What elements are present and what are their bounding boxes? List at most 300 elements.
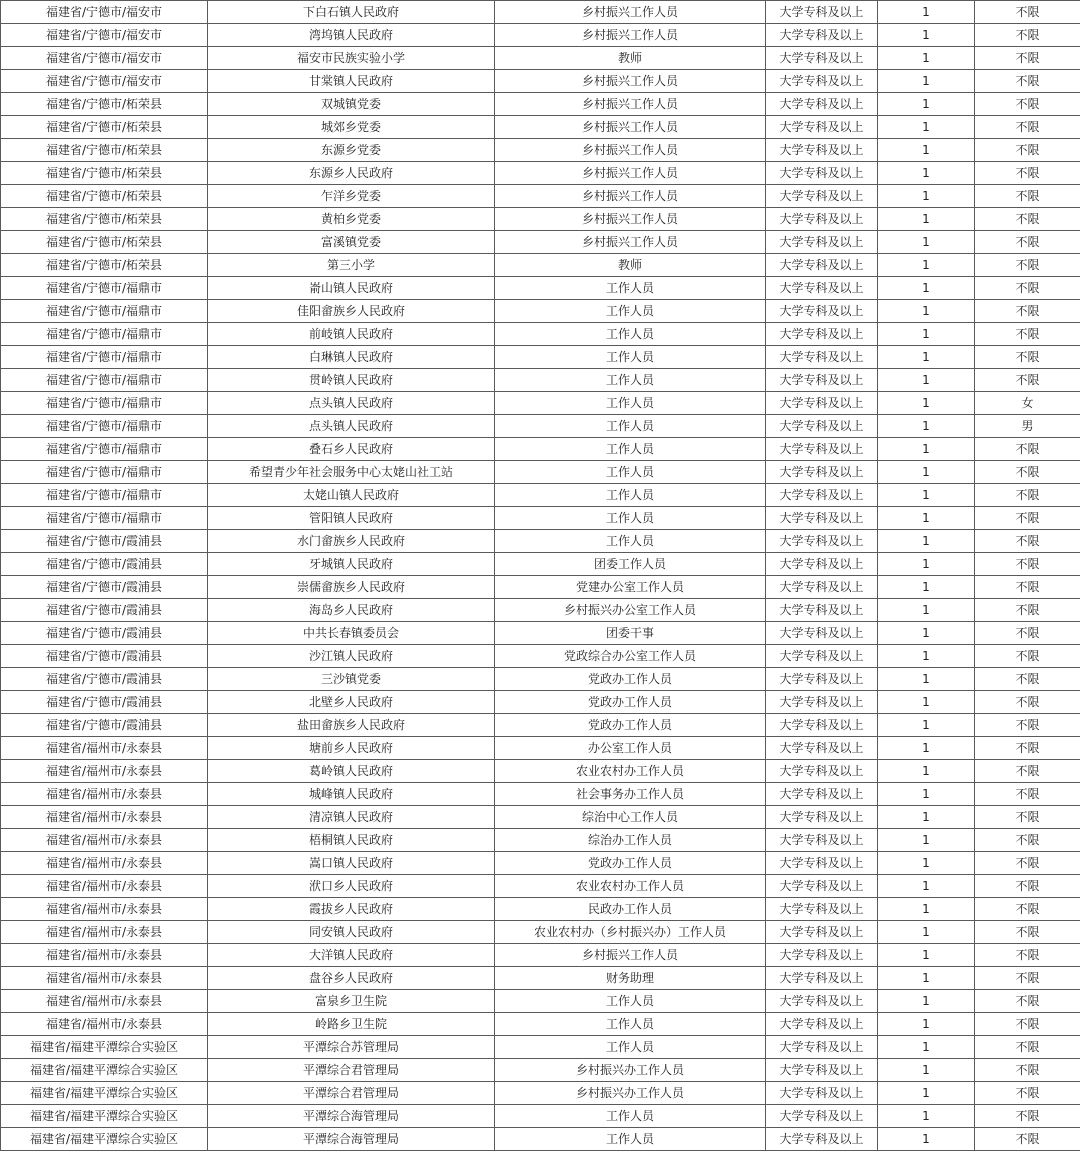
unit-cell: 湾坞镇人民政府 xyxy=(208,24,495,47)
count-cell: 1 xyxy=(878,530,975,553)
count-cell: 1 xyxy=(878,93,975,116)
location-cell: 福建省/宁德市/福鼎市 xyxy=(1,461,208,484)
education-cell: 大学专科及以上 xyxy=(766,898,878,921)
table-row xyxy=(1,806,1080,829)
table-row xyxy=(1,944,1080,967)
count-cell: 1 xyxy=(878,231,975,254)
position-cell: 综治办工作人员 xyxy=(495,829,766,852)
position-cell: 党政办工作人员 xyxy=(495,691,766,714)
location-cell: 福建省/宁德市/霞浦县 xyxy=(1,576,208,599)
education-cell: 大学专科及以上 xyxy=(766,484,878,507)
table-row xyxy=(1,691,1080,714)
education-cell: 大学专科及以上 xyxy=(766,323,878,346)
education-cell: 大学专科及以上 xyxy=(766,852,878,875)
table-row xyxy=(1,898,1080,921)
position-cell: 工作人员 xyxy=(495,990,766,1013)
location-cell: 福建省/宁德市/柘荣县 xyxy=(1,162,208,185)
education-cell: 大学专科及以上 xyxy=(766,392,878,415)
table-row xyxy=(1,507,1080,530)
education-cell: 大学专科及以上 xyxy=(766,921,878,944)
gender-cell: 不限 xyxy=(975,714,1080,737)
count-cell: 1 xyxy=(878,691,975,714)
unit-cell: 清凉镇人民政府 xyxy=(208,806,495,829)
education-cell: 大学专科及以上 xyxy=(766,576,878,599)
table-row xyxy=(1,990,1080,1013)
gender-cell: 不限 xyxy=(975,622,1080,645)
gender-cell: 不限 xyxy=(975,507,1080,530)
unit-cell: 平潭综合苏管理局 xyxy=(208,1036,495,1059)
gender-cell: 不限 xyxy=(975,668,1080,691)
location-cell: 福建省/宁德市/福安市 xyxy=(1,47,208,70)
location-cell: 福建省/宁德市/柘荣县 xyxy=(1,231,208,254)
gender-cell: 男 xyxy=(975,415,1080,438)
gender-cell: 不限 xyxy=(975,24,1080,47)
unit-cell: 崇儒畲族乡人民政府 xyxy=(208,576,495,599)
count-cell: 1 xyxy=(878,760,975,783)
location-cell: 福建省/宁德市/福鼎市 xyxy=(1,277,208,300)
location-cell: 福建省/宁德市/福鼎市 xyxy=(1,392,208,415)
table-row xyxy=(1,300,1080,323)
gender-cell: 不限 xyxy=(975,967,1080,990)
gender-cell: 不限 xyxy=(975,944,1080,967)
count-cell: 1 xyxy=(878,875,975,898)
count-cell: 1 xyxy=(878,622,975,645)
gender-cell: 不限 xyxy=(975,829,1080,852)
unit-cell: 嵛山镇人民政府 xyxy=(208,277,495,300)
table-row xyxy=(1,208,1080,231)
gender-cell: 不限 xyxy=(975,599,1080,622)
gender-cell: 不限 xyxy=(975,806,1080,829)
position-cell: 乡村振兴办公室工作人员 xyxy=(495,599,766,622)
unit-cell: 东源乡党委 xyxy=(208,139,495,162)
location-cell: 福建省/福州市/永泰县 xyxy=(1,875,208,898)
position-cell: 工作人员 xyxy=(495,507,766,530)
education-cell: 大学专科及以上 xyxy=(766,162,878,185)
gender-cell: 不限 xyxy=(975,645,1080,668)
count-cell: 1 xyxy=(878,1128,975,1151)
education-cell: 大学专科及以上 xyxy=(766,346,878,369)
position-cell: 乡村振兴工作人员 xyxy=(495,70,766,93)
position-cell: 工作人员 xyxy=(495,369,766,392)
position-cell: 党政综合办公室工作人员 xyxy=(495,645,766,668)
table-row xyxy=(1,162,1080,185)
education-cell: 大学专科及以上 xyxy=(766,1036,878,1059)
count-cell: 1 xyxy=(878,277,975,300)
unit-cell: 管阳镇人民政府 xyxy=(208,507,495,530)
position-cell: 办公室工作人员 xyxy=(495,737,766,760)
unit-cell: 福安市民族实验小学 xyxy=(208,47,495,70)
location-cell: 福建省/宁德市/霞浦县 xyxy=(1,553,208,576)
table-row xyxy=(1,392,1080,415)
gender-cell: 不限 xyxy=(975,921,1080,944)
education-cell: 大学专科及以上 xyxy=(766,47,878,70)
gender-cell: 不限 xyxy=(975,1059,1080,1082)
gender-cell: 不限 xyxy=(975,346,1080,369)
unit-cell: 城郊乡党委 xyxy=(208,116,495,139)
education-cell: 大学专科及以上 xyxy=(766,760,878,783)
unit-cell: 平潭综合海管理局 xyxy=(208,1105,495,1128)
table-row xyxy=(1,576,1080,599)
gender-cell: 不限 xyxy=(975,70,1080,93)
location-cell: 福建省/宁德市/霞浦县 xyxy=(1,622,208,645)
location-cell: 福建省/福建平潭综合实验区 xyxy=(1,1036,208,1059)
education-cell: 大学专科及以上 xyxy=(766,737,878,760)
gender-cell: 不限 xyxy=(975,760,1080,783)
location-cell: 福建省/宁德市/柘荣县 xyxy=(1,185,208,208)
position-cell: 教师 xyxy=(495,254,766,277)
location-cell: 福建省/宁德市/柘荣县 xyxy=(1,116,208,139)
table-row xyxy=(1,484,1080,507)
table-row xyxy=(1,346,1080,369)
count-cell: 1 xyxy=(878,254,975,277)
position-cell: 社会事务办工作人员 xyxy=(495,783,766,806)
education-cell: 大学专科及以上 xyxy=(766,1013,878,1036)
education-cell: 大学专科及以上 xyxy=(766,139,878,162)
position-cell: 乡村振兴工作人员 xyxy=(495,944,766,967)
position-cell: 乡村振兴工作人员 xyxy=(495,139,766,162)
gender-cell: 不限 xyxy=(975,277,1080,300)
table-row xyxy=(1,139,1080,162)
position-cell: 团委干事 xyxy=(495,622,766,645)
gender-cell: 不限 xyxy=(975,576,1080,599)
location-cell: 福建省/宁德市/福鼎市 xyxy=(1,415,208,438)
location-cell: 福建省/福州市/永泰县 xyxy=(1,829,208,852)
unit-cell: 平潭综合海管理局 xyxy=(208,1128,495,1151)
location-cell: 福建省/宁德市/福鼎市 xyxy=(1,346,208,369)
education-cell: 大学专科及以上 xyxy=(766,806,878,829)
position-cell: 乡村振兴工作人员 xyxy=(495,208,766,231)
unit-cell: 佳阳畲族乡人民政府 xyxy=(208,300,495,323)
count-cell: 1 xyxy=(878,1105,975,1128)
count-cell: 1 xyxy=(878,944,975,967)
location-cell: 福建省/宁德市/福鼎市 xyxy=(1,484,208,507)
position-cell: 工作人员 xyxy=(495,1013,766,1036)
unit-cell: 盘谷乡人民政府 xyxy=(208,967,495,990)
position-cell: 财务助理 xyxy=(495,967,766,990)
table-row xyxy=(1,1036,1080,1059)
position-cell: 党政办工作人员 xyxy=(495,668,766,691)
location-cell: 福建省/福州市/永泰县 xyxy=(1,898,208,921)
location-cell: 福建省/宁德市/福安市 xyxy=(1,1,208,24)
unit-cell: 东源乡人民政府 xyxy=(208,162,495,185)
education-cell: 大学专科及以上 xyxy=(766,645,878,668)
education-cell: 大学专科及以上 xyxy=(766,714,878,737)
position-cell: 乡村振兴工作人员 xyxy=(495,162,766,185)
count-cell: 1 xyxy=(878,300,975,323)
gender-cell: 不限 xyxy=(975,93,1080,116)
count-cell: 1 xyxy=(878,553,975,576)
location-cell: 福建省/宁德市/霞浦县 xyxy=(1,668,208,691)
education-cell: 大学专科及以上 xyxy=(766,93,878,116)
position-cell: 乡村振兴工作人员 xyxy=(495,185,766,208)
position-cell: 工作人员 xyxy=(495,484,766,507)
position-cell: 乡村振兴工作人员 xyxy=(495,231,766,254)
unit-cell: 三沙镇党委 xyxy=(208,668,495,691)
unit-cell: 水门畲族乡人民政府 xyxy=(208,530,495,553)
location-cell: 福建省/宁德市/柘荣县 xyxy=(1,254,208,277)
education-cell: 大学专科及以上 xyxy=(766,875,878,898)
education-cell: 大学专科及以上 xyxy=(766,1128,878,1151)
position-cell: 工作人员 xyxy=(495,323,766,346)
education-cell: 大学专科及以上 xyxy=(766,622,878,645)
count-cell: 1 xyxy=(878,438,975,461)
unit-cell: 塘前乡人民政府 xyxy=(208,737,495,760)
count-cell: 1 xyxy=(878,208,975,231)
table-row xyxy=(1,93,1080,116)
location-cell: 福建省/福州市/永泰县 xyxy=(1,990,208,1013)
position-cell: 乡村振兴工作人员 xyxy=(495,116,766,139)
unit-cell: 乍洋乡党委 xyxy=(208,185,495,208)
gender-cell: 不限 xyxy=(975,1013,1080,1036)
unit-cell: 富溪镇党委 xyxy=(208,231,495,254)
location-cell: 福建省/宁德市/霞浦县 xyxy=(1,714,208,737)
education-cell: 大学专科及以上 xyxy=(766,277,878,300)
table-row xyxy=(1,116,1080,139)
table-row xyxy=(1,1128,1080,1151)
table-row xyxy=(1,760,1080,783)
count-cell: 1 xyxy=(878,852,975,875)
unit-cell: 同安镇人民政府 xyxy=(208,921,495,944)
count-cell: 1 xyxy=(878,116,975,139)
location-cell: 福建省/宁德市/福鼎市 xyxy=(1,369,208,392)
count-cell: 1 xyxy=(878,806,975,829)
gender-cell: 不限 xyxy=(975,783,1080,806)
table-row xyxy=(1,24,1080,47)
table-row xyxy=(1,47,1080,70)
location-cell: 福建省/宁德市/福鼎市 xyxy=(1,438,208,461)
gender-cell: 不限 xyxy=(975,737,1080,760)
gender-cell: 不限 xyxy=(975,300,1080,323)
education-cell: 大学专科及以上 xyxy=(766,415,878,438)
education-cell: 大学专科及以上 xyxy=(766,691,878,714)
position-cell: 乡村振兴工作人员 xyxy=(495,1,766,24)
count-cell: 1 xyxy=(878,369,975,392)
table-body xyxy=(1,1,1080,1151)
education-cell: 大学专科及以上 xyxy=(766,1,878,24)
location-cell: 福建省/宁德市/柘荣县 xyxy=(1,93,208,116)
count-cell: 1 xyxy=(878,24,975,47)
table-row xyxy=(1,875,1080,898)
gender-cell: 不限 xyxy=(975,369,1080,392)
table-row xyxy=(1,369,1080,392)
gender-cell: 不限 xyxy=(975,990,1080,1013)
gender-cell: 不限 xyxy=(975,553,1080,576)
unit-cell: 平潭综合君管理局 xyxy=(208,1082,495,1105)
count-cell: 1 xyxy=(878,461,975,484)
location-cell: 福建省/宁德市/柘荣县 xyxy=(1,208,208,231)
count-cell: 1 xyxy=(878,599,975,622)
gender-cell: 不限 xyxy=(975,484,1080,507)
table-row xyxy=(1,185,1080,208)
count-cell: 1 xyxy=(878,507,975,530)
position-cell: 教师 xyxy=(495,47,766,70)
education-cell: 大学专科及以上 xyxy=(766,1059,878,1082)
gender-cell: 不限 xyxy=(975,530,1080,553)
location-cell: 福建省/宁德市/福鼎市 xyxy=(1,507,208,530)
location-cell: 福建省/宁德市/柘荣县 xyxy=(1,139,208,162)
location-cell: 福建省/福建平潭综合实验区 xyxy=(1,1128,208,1151)
table-row xyxy=(1,553,1080,576)
unit-cell: 点头镇人民政府 xyxy=(208,415,495,438)
education-cell: 大学专科及以上 xyxy=(766,507,878,530)
position-cell: 乡村振兴工作人员 xyxy=(495,93,766,116)
position-cell: 工作人员 xyxy=(495,530,766,553)
position-cell: 工作人员 xyxy=(495,1128,766,1151)
position-cell: 工作人员 xyxy=(495,300,766,323)
count-cell: 1 xyxy=(878,668,975,691)
education-cell: 大学专科及以上 xyxy=(766,1105,878,1128)
count-cell: 1 xyxy=(878,70,975,93)
count-cell: 1 xyxy=(878,645,975,668)
gender-cell: 不限 xyxy=(975,47,1080,70)
education-cell: 大学专科及以上 xyxy=(766,829,878,852)
gender-cell: 不限 xyxy=(975,1128,1080,1151)
count-cell: 1 xyxy=(878,162,975,185)
unit-cell: 梧桐镇人民政府 xyxy=(208,829,495,852)
unit-cell: 葛岭镇人民政府 xyxy=(208,760,495,783)
education-cell: 大学专科及以上 xyxy=(766,254,878,277)
gender-cell: 不限 xyxy=(975,116,1080,139)
unit-cell: 太姥山镇人民政府 xyxy=(208,484,495,507)
unit-cell: 嵩口镇人民政府 xyxy=(208,852,495,875)
location-cell: 福建省/福州市/永泰县 xyxy=(1,852,208,875)
table-row xyxy=(1,921,1080,944)
table-row xyxy=(1,852,1080,875)
location-cell: 福建省/福州市/永泰县 xyxy=(1,944,208,967)
table-row xyxy=(1,783,1080,806)
location-cell: 福建省/宁德市/霞浦县 xyxy=(1,645,208,668)
unit-cell: 叠石乡人民政府 xyxy=(208,438,495,461)
location-cell: 福建省/福建平潭综合实验区 xyxy=(1,1059,208,1082)
table-row xyxy=(1,668,1080,691)
count-cell: 1 xyxy=(878,783,975,806)
gender-cell: 不限 xyxy=(975,185,1080,208)
unit-cell: 希望青少年社会服务中心太姥山社工站 xyxy=(208,461,495,484)
count-cell: 1 xyxy=(878,967,975,990)
table-row xyxy=(1,277,1080,300)
location-cell: 福建省/宁德市/福鼎市 xyxy=(1,323,208,346)
gender-cell: 不限 xyxy=(975,1082,1080,1105)
unit-cell: 霞拔乡人民政府 xyxy=(208,898,495,921)
education-cell: 大学专科及以上 xyxy=(766,1082,878,1105)
gender-cell: 不限 xyxy=(975,898,1080,921)
gender-cell: 不限 xyxy=(975,691,1080,714)
unit-cell: 下白石镇人民政府 xyxy=(208,1,495,24)
unit-cell: 城峰镇人民政府 xyxy=(208,783,495,806)
location-cell: 福建省/宁德市/霞浦县 xyxy=(1,599,208,622)
count-cell: 1 xyxy=(878,829,975,852)
position-cell: 工作人员 xyxy=(495,392,766,415)
table-row xyxy=(1,438,1080,461)
position-cell: 民政办工作人员 xyxy=(495,898,766,921)
table-row xyxy=(1,1013,1080,1036)
location-cell: 福建省/福建平潭综合实验区 xyxy=(1,1105,208,1128)
education-cell: 大学专科及以上 xyxy=(766,369,878,392)
unit-cell: 双城镇党委 xyxy=(208,93,495,116)
unit-cell: 中共长春镇委员会 xyxy=(208,622,495,645)
table-row xyxy=(1,1105,1080,1128)
education-cell: 大学专科及以上 xyxy=(766,116,878,139)
location-cell: 福建省/宁德市/福鼎市 xyxy=(1,300,208,323)
table-row xyxy=(1,415,1080,438)
table-row xyxy=(1,829,1080,852)
position-cell: 工作人员 xyxy=(495,438,766,461)
unit-cell: 大洋镇人民政府 xyxy=(208,944,495,967)
gender-cell: 女 xyxy=(975,392,1080,415)
position-cell: 乡村振兴工作人员 xyxy=(495,24,766,47)
location-cell: 福建省/宁德市/霞浦县 xyxy=(1,530,208,553)
gender-cell: 不限 xyxy=(975,254,1080,277)
gender-cell: 不限 xyxy=(975,852,1080,875)
position-cell: 农业农村办工作人员 xyxy=(495,875,766,898)
location-cell: 福建省/福州市/永泰县 xyxy=(1,806,208,829)
count-cell: 1 xyxy=(878,415,975,438)
position-cell: 工作人员 xyxy=(495,461,766,484)
gender-cell: 不限 xyxy=(975,231,1080,254)
count-cell: 1 xyxy=(878,323,975,346)
table-row xyxy=(1,1059,1080,1082)
table-row xyxy=(1,530,1080,553)
unit-cell: 第三小学 xyxy=(208,254,495,277)
unit-cell: 洑口乡人民政府 xyxy=(208,875,495,898)
count-cell: 1 xyxy=(878,47,975,70)
unit-cell: 白琳镇人民政府 xyxy=(208,346,495,369)
count-cell: 1 xyxy=(878,1059,975,1082)
gender-cell: 不限 xyxy=(975,1036,1080,1059)
gender-cell: 不限 xyxy=(975,323,1080,346)
location-cell: 福建省/福州市/永泰县 xyxy=(1,1013,208,1036)
position-cell: 乡村振兴办工作人员 xyxy=(495,1082,766,1105)
count-cell: 1 xyxy=(878,1082,975,1105)
unit-cell: 黄柏乡党委 xyxy=(208,208,495,231)
count-cell: 1 xyxy=(878,139,975,162)
count-cell: 1 xyxy=(878,921,975,944)
table-row xyxy=(1,967,1080,990)
position-cell: 工作人员 xyxy=(495,1036,766,1059)
table-row xyxy=(1,70,1080,93)
table-row xyxy=(1,1082,1080,1105)
position-cell: 农业农村办工作人员 xyxy=(495,760,766,783)
location-cell: 福建省/宁德市/福安市 xyxy=(1,70,208,93)
education-cell: 大学专科及以上 xyxy=(766,783,878,806)
count-cell: 1 xyxy=(878,484,975,507)
count-cell: 1 xyxy=(878,576,975,599)
position-cell: 党建办公室工作人员 xyxy=(495,576,766,599)
location-cell: 福建省/宁德市/霞浦县 xyxy=(1,691,208,714)
table-row xyxy=(1,254,1080,277)
education-cell: 大学专科及以上 xyxy=(766,300,878,323)
count-cell: 1 xyxy=(878,1036,975,1059)
gender-cell: 不限 xyxy=(975,1,1080,24)
position-cell: 工作人员 xyxy=(495,277,766,300)
location-cell: 福建省/宁德市/福安市 xyxy=(1,24,208,47)
education-cell: 大学专科及以上 xyxy=(766,967,878,990)
count-cell: 1 xyxy=(878,346,975,369)
count-cell: 1 xyxy=(878,990,975,1013)
unit-cell: 牙城镇人民政府 xyxy=(208,553,495,576)
table-row xyxy=(1,645,1080,668)
table-row xyxy=(1,231,1080,254)
gender-cell: 不限 xyxy=(975,162,1080,185)
count-cell: 1 xyxy=(878,392,975,415)
education-cell: 大学专科及以上 xyxy=(766,461,878,484)
unit-cell: 点头镇人民政府 xyxy=(208,392,495,415)
education-cell: 大学专科及以上 xyxy=(766,530,878,553)
table-row xyxy=(1,323,1080,346)
table-row xyxy=(1,1,1080,24)
unit-cell: 前岐镇人民政府 xyxy=(208,323,495,346)
count-cell: 1 xyxy=(878,898,975,921)
